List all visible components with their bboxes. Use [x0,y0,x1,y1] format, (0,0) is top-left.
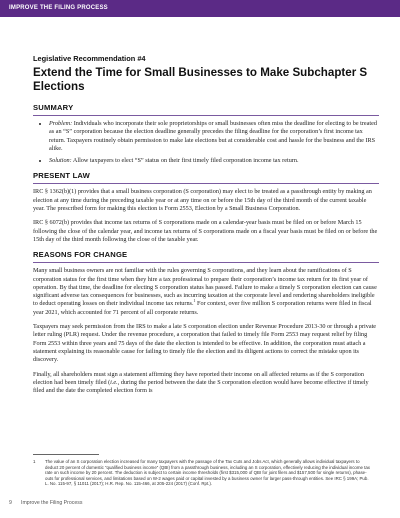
solution-text: Allow taxpayers to elect “S” status on their first timely filed corporation income tax return. [71,157,299,165]
reasons-p3-text-a: Finally, all shareholders must sign a statement affirming they have reported their income on all affected returns as if the S corporation election had been timely filed ( [33,370,364,386]
problem-label: Problem: [49,120,73,127]
present-law-paragraph-2: IRC § 6072(b) provides that income tax returns of S corporations made on a calendar-year basis must be filed on or before March 15 following the close of the calendar year, and income tax returns of S corporations made on a fiscal year basis must be filed on or before the 15th day of the third month following the close of the taxable year. [33,219,378,243]
footnote-reference[interactable]: 1 [193,298,196,304]
summary-list [33,120,379,165]
reasons-divider [33,262,379,263]
summary-problem-item [49,120,379,153]
present-law-divider [33,183,379,184]
main-content [33,54,379,401]
present-law-heading: PRESENT LAW [33,171,91,181]
problem-text: Individuals who incorporate their sole proprietorships or small businesses often miss the deadline for electing to be treated as an “S” corporation because the election deadline generally precedes the filing deadline for the corporation’s first income tax return. Taxpayers routinely obtain permission to make late elections but at considerable cost and hassle for the business and the IRS alike. [49,120,377,152]
reasons-paragraph-1 [33,267,379,317]
footnote [33,459,373,487]
footnote-divider [33,454,99,455]
reasons-heading: REASONS FOR CHANGE [33,250,128,260]
solution-label: Solution: [49,157,72,165]
footer-section-title: Improve the Filing Process [21,500,83,506]
present-law-paragraph-1: IRC § 1362(b)(1) provides that a small business corporation (S corporation) may elect to be treated as a passthrough entity by making an election at any time during the preceding taxable year or at any time on or before the 15th day of the third month of the current taxable year. The prescribed form for making this election is Form 2553, Election by a Small Business Corporation. [33,188,372,213]
page-title: Extend the Time for Small Businesses to Make Subchapter S Elections [33,66,368,93]
reasons-paragraph-2: Taxpayers may seek permission from the IRS to make a late S corporation election under Revenue Procedure 2013-30 or through a private letter ruling (PLR) request. Under the revenue procedure, a corporation that failed to timely file Form 2553 may request relief by filing Form 2553 within three years and 75 days of the date the election is intended to be effective. In addition, the corporation must attach a statement explaining its reasonable cause for failing to timely file the election and its diligent actions to correct the mistake upon its discovery. [33,323,377,364]
recommendation-number: Legislative Recommendation #4 [33,54,146,63]
summary-solution-item [49,157,379,165]
footnote-number: 1 [33,459,36,464]
section-header-bar [0,0,400,17]
footnote-text: The value of an S corporation election increased for many taxpayers with the passage of the Tax Cuts and Jobs Act, which generally allows individual taxpayers to deduct 20 percent of domestic “qualified business income” (QBI) from a passthrough business, including an S corporation, effectively reducing the individual income tax rate on such income by 20 percent. The deduction is subject to certain income thresholds (first $315,000 of QBI for joint filers and $157,500 for single returns), phase-outs for professional services, and limitations based on W-2 wages paid or capital invested by a business owner for larger pass-through entities. See IRC § 199A; Pub. L. No. 115-97, § 11011 (2017); H.R. Rep. No. 115-466, at 205-224 (2017) (Conf. Rpt.). [45,459,371,487]
summary-heading: SUMMARY [33,103,74,112]
page-number: 9 [9,500,12,506]
summary-divider [33,115,379,116]
reasons-paragraph-3 [33,371,379,396]
reasons-p3-ie: i.e. [110,378,118,386]
reasons-p1-text-a: Many small business owners are not familiar with the rules governing S corporations, and they learn about the ramifications of S corporation status for the first time when they hire a tax professional to prepare their corporation’s income tax return for its first year of operation. By that time, the deadline for electing S corporation status has passed. Failure to make a timely S corporation election can cause significant adverse tax consequences for businesses, such as incurring taxation at the corporate level and rendering shareholders ineligible to deduct operating losses on their individual income tax returns. [33,267,377,308]
section-header-label: IMPROVE THE FILING PROCESS [9,5,108,11]
reasons-p3-text-b: , during the period between the date the S corporation election would have become effective if timely filed and the date the completed election form is [33,378,369,395]
reasons-p1-text-b: For context, over five million S corporation returns were filed in fiscal year 2021, which accounted for 71 percent of all corporate returns. [33,300,372,316]
